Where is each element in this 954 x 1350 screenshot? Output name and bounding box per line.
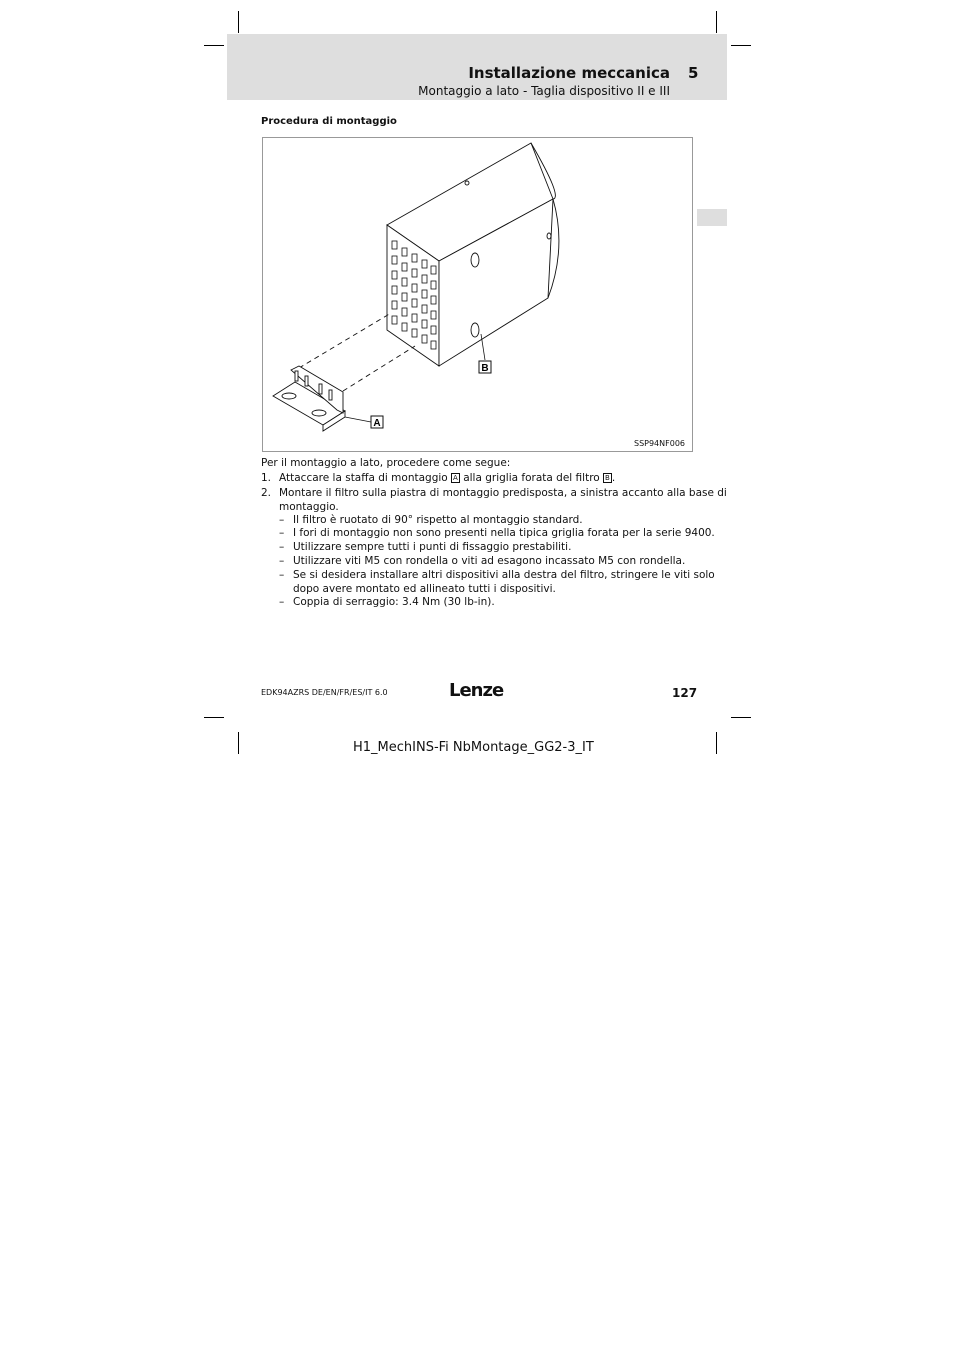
step-number: 1. — [261, 472, 272, 484]
crop-mark — [731, 717, 751, 718]
page-number: 127 — [672, 686, 698, 700]
intro-text: Per il montaggio a lato, procedere come segue: — [261, 457, 511, 469]
crop-mark — [716, 732, 717, 754]
dash: – — [279, 527, 285, 539]
dash: – — [279, 514, 285, 526]
crop-mark — [238, 732, 239, 754]
crop-mark — [204, 717, 224, 718]
step-text: montaggio. — [279, 500, 339, 513]
step-number: 2. — [261, 487, 272, 499]
dash: – — [279, 596, 285, 608]
bullet-text: Il filtro è ruotato di 90° rispetto al montaggio standard. — [293, 514, 583, 526]
step-text: Attaccare la staffa di montaggio — [279, 472, 448, 484]
bullet-text: dopo avere montato ed allineato tutti i dispositivi. — [293, 582, 556, 595]
step-text: Montare il filtro sulla piastra di montaggio predisposta, a sinistra accanto alla base di — [279, 487, 727, 499]
bullet-text: Utilizzare viti M5 con rondella o viti ad esagono incassato M5 con rondella. — [293, 555, 686, 567]
dash: – — [279, 541, 285, 553]
dash: – — [279, 569, 285, 581]
ref-b-box: B — [605, 474, 610, 482]
figure-code: SSP94NF006 — [633, 439, 685, 448]
label-a: A — [373, 418, 381, 429]
crop-mark — [731, 45, 751, 46]
bullet-text: I fori di montaggio non sono presenti nella tipica griglia forata per la serie 9400. — [293, 527, 715, 539]
crop-mark — [238, 11, 239, 33]
step-text: . — [611, 472, 616, 484]
lenze-logo: Lenze — [449, 680, 504, 701]
footer-doc-code: EDK94AZRS DE/EN/FR/ES/IT 6.0 — [261, 688, 388, 697]
document-id: H1_MechINS-Fi NbMontage_GG2-3_IT — [353, 740, 594, 755]
step-text: alla griglia forata del filtro — [463, 472, 600, 484]
crop-mark — [204, 45, 224, 46]
bullet-text: Se si desidera installare altri dispositivi alla destra del filtro, stringere le viti solo — [293, 569, 715, 581]
figure-frame — [262, 137, 693, 452]
dash: – — [279, 555, 285, 567]
side-tab-marker — [697, 209, 727, 226]
chapter-title: Installazione meccanica — [468, 64, 670, 82]
bullet-text: Utilizzare sempre tutti i punti di fissaggio prestabiliti. — [293, 541, 572, 553]
ref-a-box: A — [453, 474, 458, 482]
section-heading: Procedura di montaggio — [261, 116, 397, 127]
chapter-subtitle: Montaggio a lato - Taglia dispositivo II e III — [418, 84, 670, 98]
label-b: B — [481, 363, 489, 374]
crop-mark — [716, 11, 717, 33]
mounting-illustration — [263, 138, 694, 453]
chapter-number: 5 — [688, 64, 699, 82]
bullet-text: Coppia di serraggio: 3.4 Nm (30 lb-in). — [293, 596, 495, 608]
